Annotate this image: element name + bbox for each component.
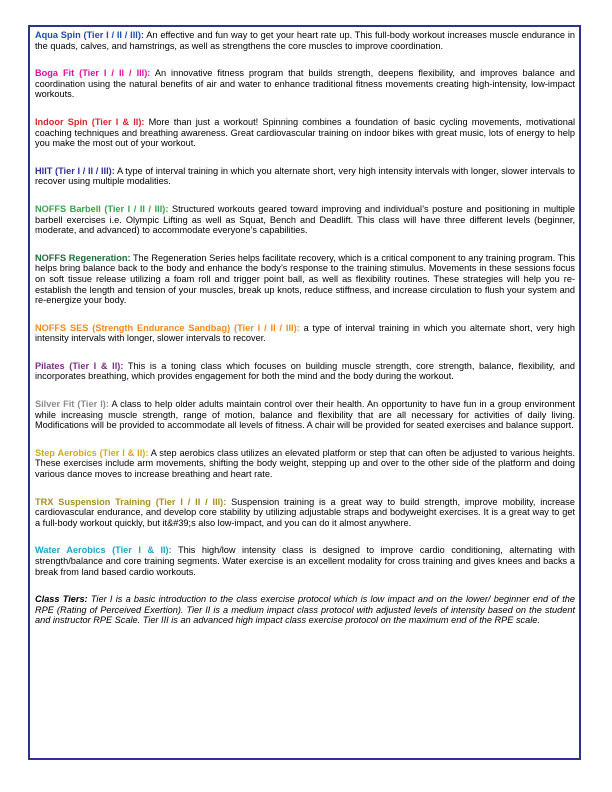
class-title: Silver Fit (Tier I):: [35, 399, 109, 410]
class-description: A type of interval training in which you alternate short, very high intensity intervals with longer, slower intervals to recover using multiple modalities.: [35, 165, 576, 187]
class-entry-trx: [35, 497, 575, 529]
class-description: The Regeneration Series helps facilitate recovery, which is a critical component to any training program. This helps bring balance back to the body and enhance the body’s response to the training stimulus. Movements in these sessions focus on soft tissue release utilizing a foam roll and trigger point ball, as well as flexibility routines. These strategies will help you re-establish the length and tension of your muscles, break up knots, reduce stiffness, and increase circulation to flush your system and re-energize your body.: [35, 252, 575, 306]
class-title: TRX Suspension Training (Tier I / II / III):: [35, 496, 227, 507]
class-entry-indoor-spin: [35, 117, 575, 149]
class-description: A class to help older adults maintain control over their health. An opportunity to have fun in a group environment while increasing muscle strength, range of motion, balance and flexibility that are all necessary for activities of daily living. Modifications will be provided to accommodate all levels of fitness. A chair will be provided for seated exercises and balance support.: [35, 399, 575, 431]
class-description: a type of interval training in which you alternate short, very high intensity intervals with longer, slower intervals to recover.: [35, 322, 575, 344]
class-title: NOFFS SES (Strength Endurance Sandbag) (Tier I / II / III):: [35, 322, 300, 333]
class-title: Water Aerobics (Tier I & II):: [35, 545, 172, 556]
class-entry-aqua-spin: [35, 30, 575, 51]
class-description: This high/low intensity class is designed to improve cardio conditioning, alternating with strength/balance and core training segments. Water exercise is an excellent modality for cross training and gives knees and backs a break from land based cardio workouts.: [35, 545, 576, 577]
class-entry-silver-fit: [35, 399, 575, 431]
class-entry-hiit: [35, 166, 575, 187]
class-title: NOFFS Barbell (Tier I / II / III):: [35, 203, 169, 214]
class-description: A step aerobics class utilizes an elevated platform or step that can often be adjusted to various heights. These exercises include arm movements, shifting the body weight, stepping up and over to the other side of the platform and doing various dance moves to increase breathing and heart rate.: [35, 447, 575, 480]
class-title: Aqua Spin (Tier I / II / III):: [35, 30, 144, 40]
class-title: Pilates (Tier I & II):: [35, 360, 124, 371]
class-title: Indoor Spin (Tier I & II):: [35, 116, 145, 127]
class-entry-noffs-ses: [35, 323, 575, 344]
class-entry-step-aerobics: [35, 448, 575, 480]
class-title: HIIT (Tier I / II / III):: [35, 165, 115, 176]
class-list: [35, 30, 575, 626]
class-entry-water-aerobics: [35, 545, 575, 577]
class-tiers-note: [35, 594, 575, 626]
class-description: Structured workouts geared toward improving and individual’s posture and positioning in multiple barbell exercises i.e. Olympic Lifting as well as Squat, Bench and Deadlift. This class will have three different levels (beginner, moderate, and advanced) to accommodate everyone’s capabilities.: [35, 203, 576, 236]
class-tiers-title: Class Tiers:: [35, 594, 88, 605]
class-description: An effective and fun way to get your heart rate up. This full-body workout increases muscle endurance in the quads, calves, and hamstrings, as well as strengthens the core muscles to improve coordination.: [35, 30, 575, 51]
class-tiers-text: Tier I is a basic introduction to the class exercise protocol which is low impact and on the lower/ beginner end of the RPE (Rating of Perceived Exertion). Tier II is a medium impact class protocol with adjusted levels of intensity based on the student and instructor RPE Scale. Tier III is an advanced high impact class exercise protocol on the maximum end of the RPE scale.: [35, 594, 575, 626]
class-description: An innovative fitness program that builds strength, deepens flexibility, and improves balance and coordination using the natural benefits of air and water to enhance traditional fitness movements creating high-intensity, low-impact workouts.: [35, 68, 575, 100]
class-description: This is a toning class which focuses on building muscle strength, core strength, balance, flexibility, and incorporates breathing, which provides engagement for both the mind and the body during the workout.: [35, 360, 575, 382]
class-title: Step Aerobics (Tier I & II):: [35, 447, 149, 458]
class-entry-boga-fit: [35, 68, 575, 100]
class-entry-noffs-regeneration: [35, 253, 575, 306]
class-description: Suspension training is a great way to build strength, improve mobility, increase cardiovascular endurance, and develop core stability by utilizing adjustable straps and bodyweight exercises. It is a great way to get a full-body workout quickly, but it&#39;s also low-impact, and you can do it almost anywhere.: [35, 496, 575, 528]
class-entry-pilates: [35, 361, 575, 382]
class-title: Boga Fit (Tier I / II / III):: [35, 68, 151, 79]
class-description: More than just a workout! Spinning combines a foundation of basic cycling movements, motivational coaching techniques and breathing awareness. Great cardiovascular training on indoor bikes with great music, lots of energy to help you make the most out of your workout.: [35, 116, 575, 149]
class-entry-noffs-barbell: [35, 204, 575, 236]
class-title: NOFFS Regeneration:: [35, 252, 131, 263]
